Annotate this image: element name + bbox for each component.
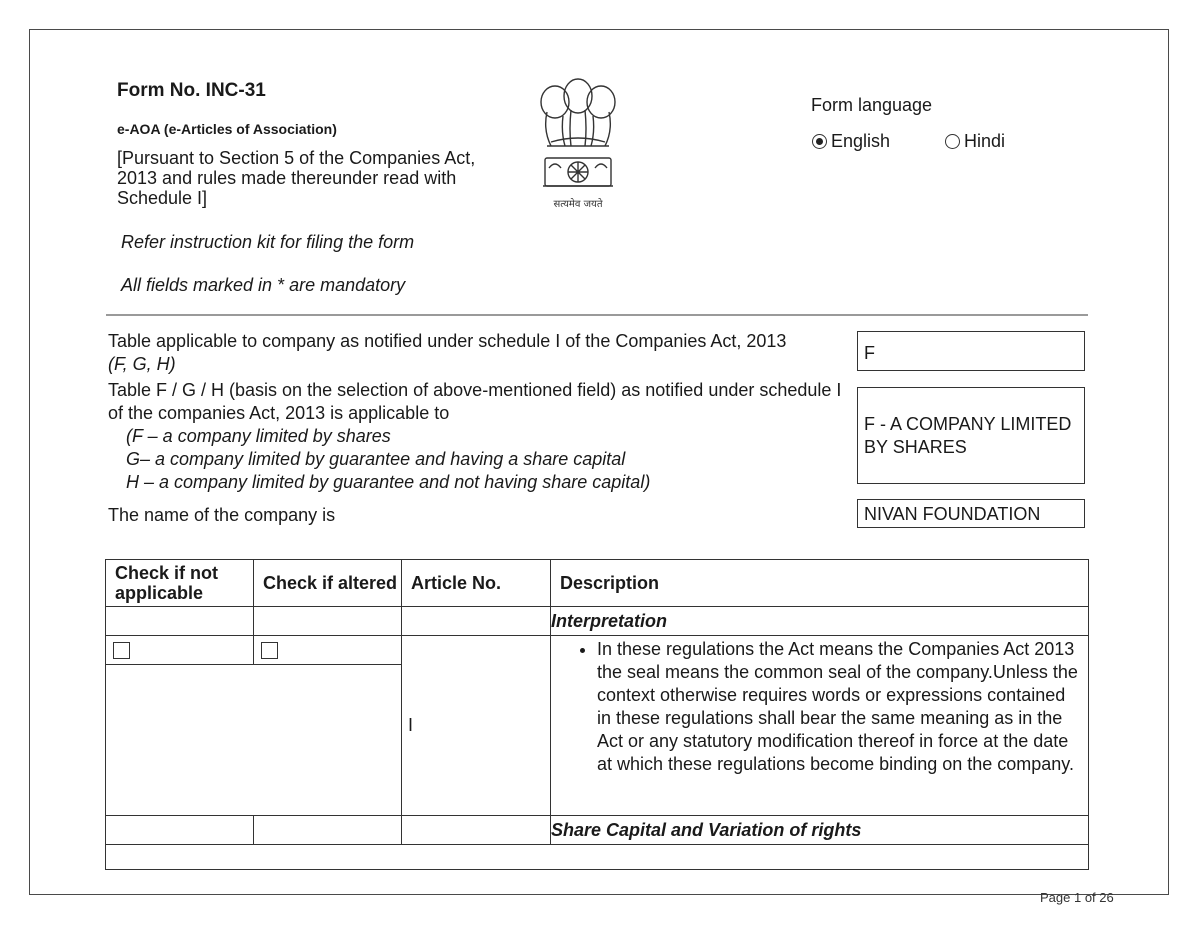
table-type-field[interactable]: F - A COMPANY LIMITED BY SHARES (857, 387, 1085, 484)
table-applicable-label (108, 330, 848, 376)
article-description-text: • In these regulations the Act means the Companies Act 2013 the seal means the common seal of the company.Unless the context otherwise requires words or expressions contained in these regulations shall bear the same meaning as in the Act or any statutory modification thereof in force at the date at which these regulations become binding on the company. (597, 638, 1084, 776)
pursuant-text: [Pursuant to Section 5 of the Companies Act, 2013 and rules made thereunder read with Schedule I] (117, 148, 476, 208)
radio-unselected-icon (945, 134, 960, 149)
radio-selected-icon (812, 134, 827, 149)
not-applicable-checkbox[interactable] (113, 642, 130, 659)
table-type-option-g: G– a company limited by guarantee and having a share capital (126, 449, 626, 469)
page-number: Page 1 of 26 (1040, 890, 1114, 905)
form-subtitle: e-AOA (e-Articles of Association) (117, 121, 337, 137)
instruction-kit-note: Refer instruction kit for filing the form (121, 232, 415, 252)
table-applicable-hint: (F, G, H) (108, 354, 176, 374)
form-language-label: Form language (811, 95, 933, 115)
table-type-option-h: H – a company limited by guarantee and not having share capital) (126, 472, 651, 492)
radio-hindi[interactable] (945, 131, 1005, 152)
table-applicable-field[interactable]: F (857, 331, 1085, 371)
radio-hindi-label: Hindi (964, 131, 1006, 151)
article-number: I (402, 636, 551, 816)
col-altered: Check if altered (254, 560, 402, 607)
col-description: Description (551, 560, 1089, 607)
emblem-motto: सत्यमेव जयते (553, 199, 603, 210)
table-row-empty (106, 845, 1089, 870)
national-emblem-icon (533, 72, 623, 214)
mandatory-note: All fields marked in * are mandatory (121, 275, 406, 295)
table-type-label (108, 379, 848, 494)
section-title-share-capital: Share Capital and Variation of rights (551, 816, 1089, 845)
table-type-text: Table F / G / H (basis on the selection of above-mentioned field) as notified under schedule I of the companies Act, 2013 is applicable to (108, 380, 842, 423)
header-divider (106, 314, 1088, 316)
form-number: Form No. INC-31 (117, 80, 266, 101)
col-not-applicable: Check if not applicable (106, 560, 254, 607)
table-applicable-text: Table applicable to company as notified under schedule I of the Companies Act, 2013 (108, 331, 787, 351)
section-row-share-capital (106, 816, 1089, 845)
article-description (551, 636, 1089, 816)
radio-english-label: English (831, 131, 891, 151)
radio-english[interactable] (812, 131, 890, 152)
col-article-no: Article No. (402, 560, 551, 607)
company-name-field[interactable]: NIVAN FOUNDATION (857, 499, 1085, 528)
table-type-option-f: (F – a company limited by shares (126, 426, 391, 446)
articles-table (105, 559, 1089, 870)
company-name-label: The name of the company is (108, 505, 336, 525)
table-header-row (106, 560, 1089, 607)
section-row-interpretation (106, 607, 1089, 636)
section-title-interpretation: Interpretation (551, 607, 1089, 636)
table-row (106, 636, 1089, 665)
altered-checkbox[interactable] (261, 642, 278, 659)
